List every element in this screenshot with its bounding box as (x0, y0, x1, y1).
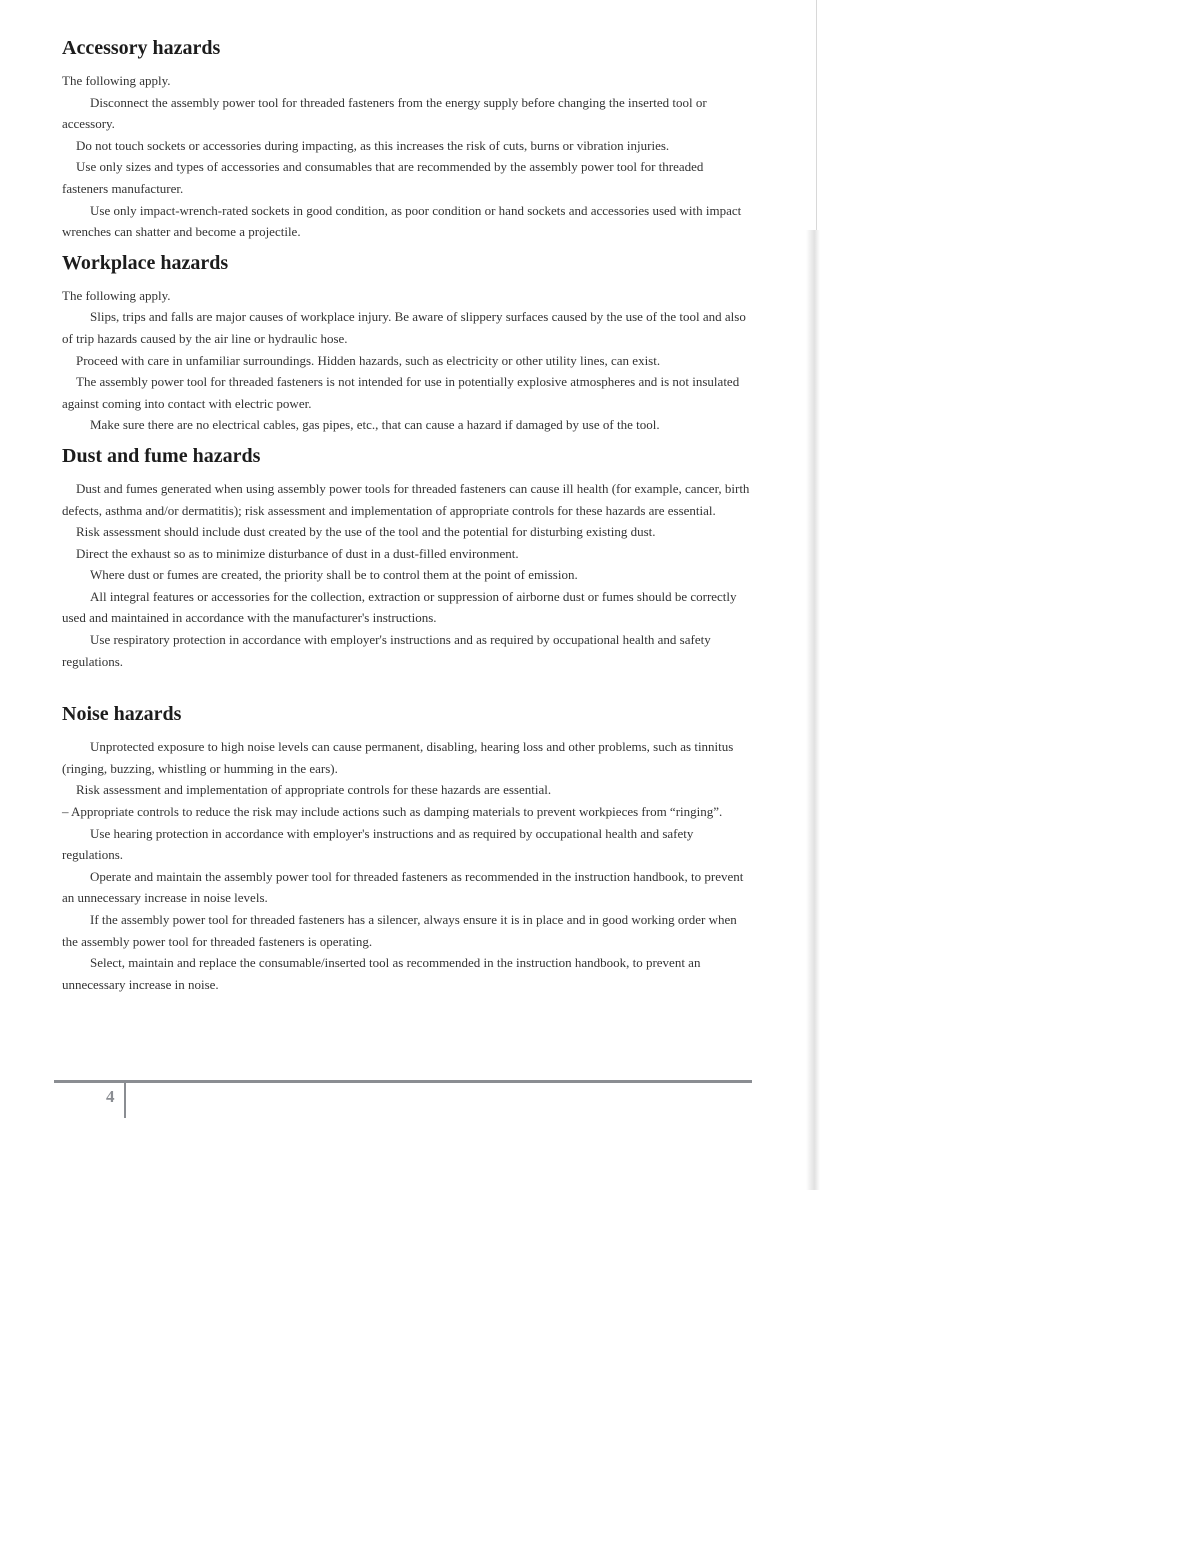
paragraph: Select, maintain and replace the consumable/inserted tool as recommended in the instruction handbook, to prevent an unnecessary increase in noise. (62, 955, 701, 992)
paragraph: Disconnect the assembly power tool for threaded fasteners from the energy supply before changing the inserted tool or accessory. (62, 94, 707, 132)
binding-shadow-top (816, 0, 817, 230)
paragraph: Where dust or fumes are created, the priority shall be to control them at the point of emission. (90, 567, 578, 583)
paragraph: Unprotected exposure to high noise levels can cause permanent, disabling, hearing loss and other problems, such as tinnitus (ringing, buzzing, whistling or humming in the ears). (62, 739, 734, 776)
paragraph: The following apply. (62, 73, 171, 88)
paragraph: Make sure there are no electrical cables, gas pipes, etc., that can cause a hazard if damaged by use of the tool. (90, 417, 660, 433)
paragraph: All integral features or accessories for the collection, extraction or suppression of airborne dust or fumes should be correctly used and maintained in accordance with the manufacturer's instructions. (62, 588, 737, 626)
section-heading: Workplace hazards (62, 251, 229, 274)
paragraph: The following apply. (62, 287, 171, 303)
paragraph: Do not touch sockets or accessories during impacting, as this increases the risk of cuts, burns or vibration injuries. (76, 137, 670, 153)
paragraph: If the assembly power tool for threaded fasteners has a silencer, always ensure it is in place and in good working order when the assembly power tool for threaded fasteners is operating. (62, 912, 737, 949)
paragraph: Dust and fumes generated when using assembly power tools for threaded fasteners can cause ill health (for example, cancer, birth defects, asthma and/or dermatitis); risk assessment and implementation of appropriate controls for these hazards are essential. (62, 480, 750, 518)
binding-shadow (806, 230, 820, 1190)
section-heading: Accessory hazards (62, 37, 221, 59)
paragraph: Use respiratory protection in accordance with employer's instructions and as required by occupational health and safety regulations. (62, 632, 711, 669)
footer-rule (54, 1080, 752, 1083)
paragraph: Risk assessment should include dust created by the use of the tool and the potential for disturbing existing dust. (76, 524, 656, 540)
paragraph: Operate and maintain the assembly power tool for threaded fasteners as recommended in the instruction handbook, to prevent an unnecessary increase in noise levels. (62, 868, 744, 906)
paragraph: The assembly power tool for threaded fasteners is not intended for use in potentially explosive atmospheres and is not insulated against coming into contact with electric power. (62, 374, 740, 411)
paragraph: Risk assessment and implementation of appropriate controls for these hazards are essential. (76, 782, 552, 798)
section-workplace-hazards (62, 251, 752, 436)
section-heading: Noise hazards (62, 703, 182, 726)
section-heading: Dust and fume hazards (62, 444, 261, 467)
dash-list-item: – Appropriate controls to reduce the risk may include actions such as damping materials to prevent workpieces from “ringing”. (62, 804, 723, 820)
section-dust-fume-hazards (62, 444, 752, 672)
page-content (62, 36, 752, 1003)
paragraph: Use only impact-wrench-rated sockets in good condition, as poor condition or hand sockets and accessories used with impact wrenches can shatter and become a projectile. (62, 202, 742, 240)
footer-divider (124, 1080, 126, 1118)
paragraph: Direct the exhaust so as to minimize disturbance of dust in a dust-filled environment. (76, 545, 519, 561)
paragraph: Proceed with care in unfamiliar surroundings. Hidden hazards, such as electricity or other utility lines, can exist. (76, 352, 661, 368)
paragraph: Use hearing protection in accordance with employer's instructions and as required by occupational health and safety regulations. (62, 825, 694, 863)
paragraph: Slips, trips and falls are major causes of workplace injury. Be aware of slippery surfaces caused by the use of the tool and also of trip hazards caused by the air line or hydraulic hose. (62, 309, 746, 346)
section-noise-hazards (62, 702, 752, 995)
section-accessory-hazards (62, 36, 752, 243)
page-number: 4 (106, 1087, 115, 1106)
paragraph: Use only sizes and types of accessories and consumables that are recommended by the assembly power tool for threaded fasteners manufacturer. (62, 159, 704, 196)
